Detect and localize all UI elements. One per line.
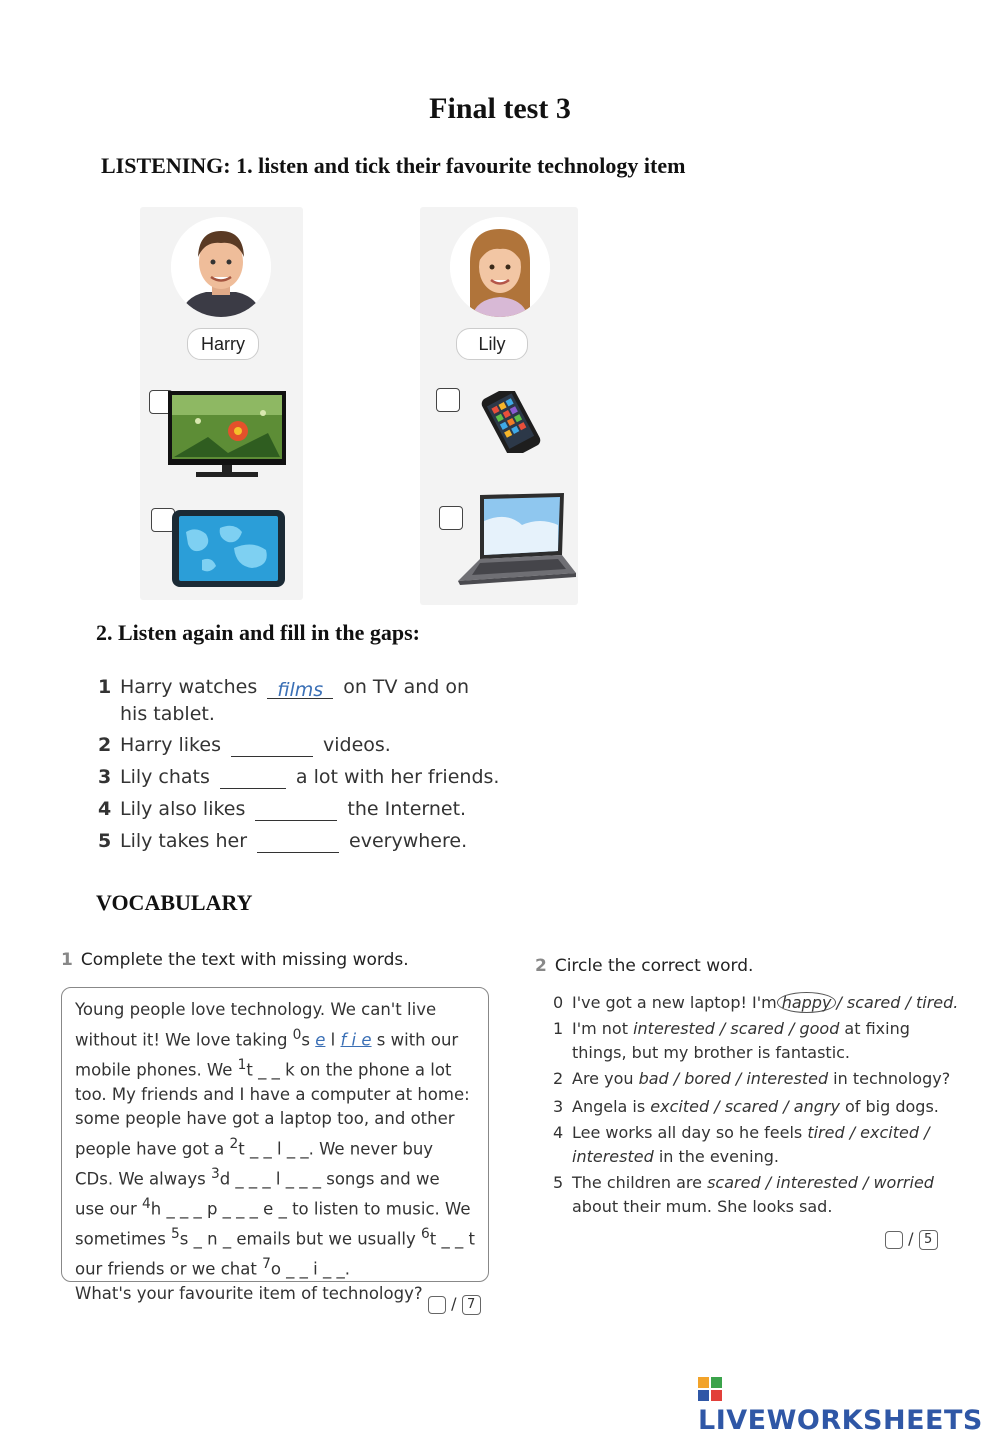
gap-answer-1[interactable]: films: [267, 678, 333, 699]
lily-name-tag: Lily: [456, 328, 528, 360]
lily-card: [420, 207, 578, 605]
exercise-1-heading: 1 Complete the text with missing words.: [61, 950, 409, 970]
lily-photo: [450, 217, 550, 317]
gap-item-3: 3 Lily chats a lot with her friends.: [98, 766, 500, 788]
gap-item-1: 1 Harry watches films on TV and on: [98, 676, 470, 701]
circled-answer[interactable]: happy: [777, 992, 837, 1013]
exercise-2-heading: 2 Circle the correct word.: [535, 956, 754, 976]
page-title: Final test 3: [429, 92, 571, 125]
gap-answer-3[interactable]: [220, 768, 286, 789]
circle-item-0: 0 I've got a new laptop! I'm happy / scared / tired.: [553, 993, 959, 1012]
gap-answer-5[interactable]: [257, 832, 339, 853]
word-options[interactable]: scared / interested / worried: [707, 1173, 934, 1192]
tick-box-lily-phone[interactable]: [436, 388, 460, 412]
gap-item-2: 2 Harry likes videos.: [98, 734, 391, 756]
listening-heading: LISTENING: 1. listen and tick their favourite technology item: [101, 153, 686, 178]
score-input[interactable]: [428, 1296, 446, 1314]
gap-item-4: 4 Lily also likes the Internet.: [98, 798, 467, 820]
harry-name-tag: Harry: [187, 328, 259, 360]
circle-item-3: 3 Angela is excited / scared / angry of big dogs.: [553, 1097, 939, 1116]
score-input[interactable]: [885, 1231, 903, 1249]
word-options[interactable]: tired / excited /: [807, 1123, 930, 1142]
word-options[interactable]: interested / scared / good: [633, 1019, 840, 1038]
exercise-2-score: / 5: [885, 1229, 938, 1250]
gap-answer-2[interactable]: [231, 736, 313, 757]
gap-item-5: 5 Lily takes her everywhere.: [98, 830, 468, 852]
word-options[interactable]: excited / scared / angry: [650, 1097, 840, 1116]
word-options[interactable]: bad / bored / interested: [638, 1069, 829, 1088]
gap-number: 1: [98, 676, 112, 698]
laptop-icon: [452, 491, 576, 592]
tablet-icon: [172, 510, 286, 593]
circle-item-5: 5 The children are scared / interested / worried about their mum. She looks sad.: [553, 1173, 934, 1216]
exercise-1-score: / 7: [428, 1294, 481, 1315]
liveworksheets-logo[interactable]: LIVEWORKSHEETS: [698, 1374, 1000, 1436]
gap-item-1-cont: his tablet.: [120, 703, 215, 725]
circle-item-4: 4 Lee works all day so he feels tired / excited / interested in the evening.: [553, 1123, 930, 1166]
vocabulary-heading: VOCABULARY: [96, 890, 253, 915]
smartphone-icon: [476, 391, 546, 458]
gap-answer-4[interactable]: [255, 800, 337, 821]
circle-item-1: 1 I'm not interested / scared / good at fixing things, but my brother is fantastic.: [553, 1019, 910, 1062]
gaps-heading: 2. Listen again and fill in the gaps:: [96, 620, 420, 645]
harry-photo: [171, 217, 271, 317]
harry-card: [140, 207, 303, 600]
circle-item-2: 2 Are you bad / bored / interested in technology?: [553, 1069, 951, 1088]
tv-icon: [168, 391, 288, 484]
logo-mark-icon: [698, 1377, 722, 1401]
exercise-1-text: Young people love technology. We can't live without it! We love taking $^0$s e l f i e s with our mobile phones. We $^1$t _ _ k on the phone a lot too. My friends and I have a computer at home: some people have got a laptop too, and other people have got a $^2$t _ _ l _ _. We never buy CDs. We always $^3$d _ _ _ l _ _ _ songs and we use our $^4$h _ _ _ p _ _ _ e _ to listen to music. We sometimes $^5$s _ n _ emails but we usually $^6$t _ _ t our friends or we chat $^7$o _ _ i _ _. What's your favourite item of technology?: [75, 1000, 475, 1303]
